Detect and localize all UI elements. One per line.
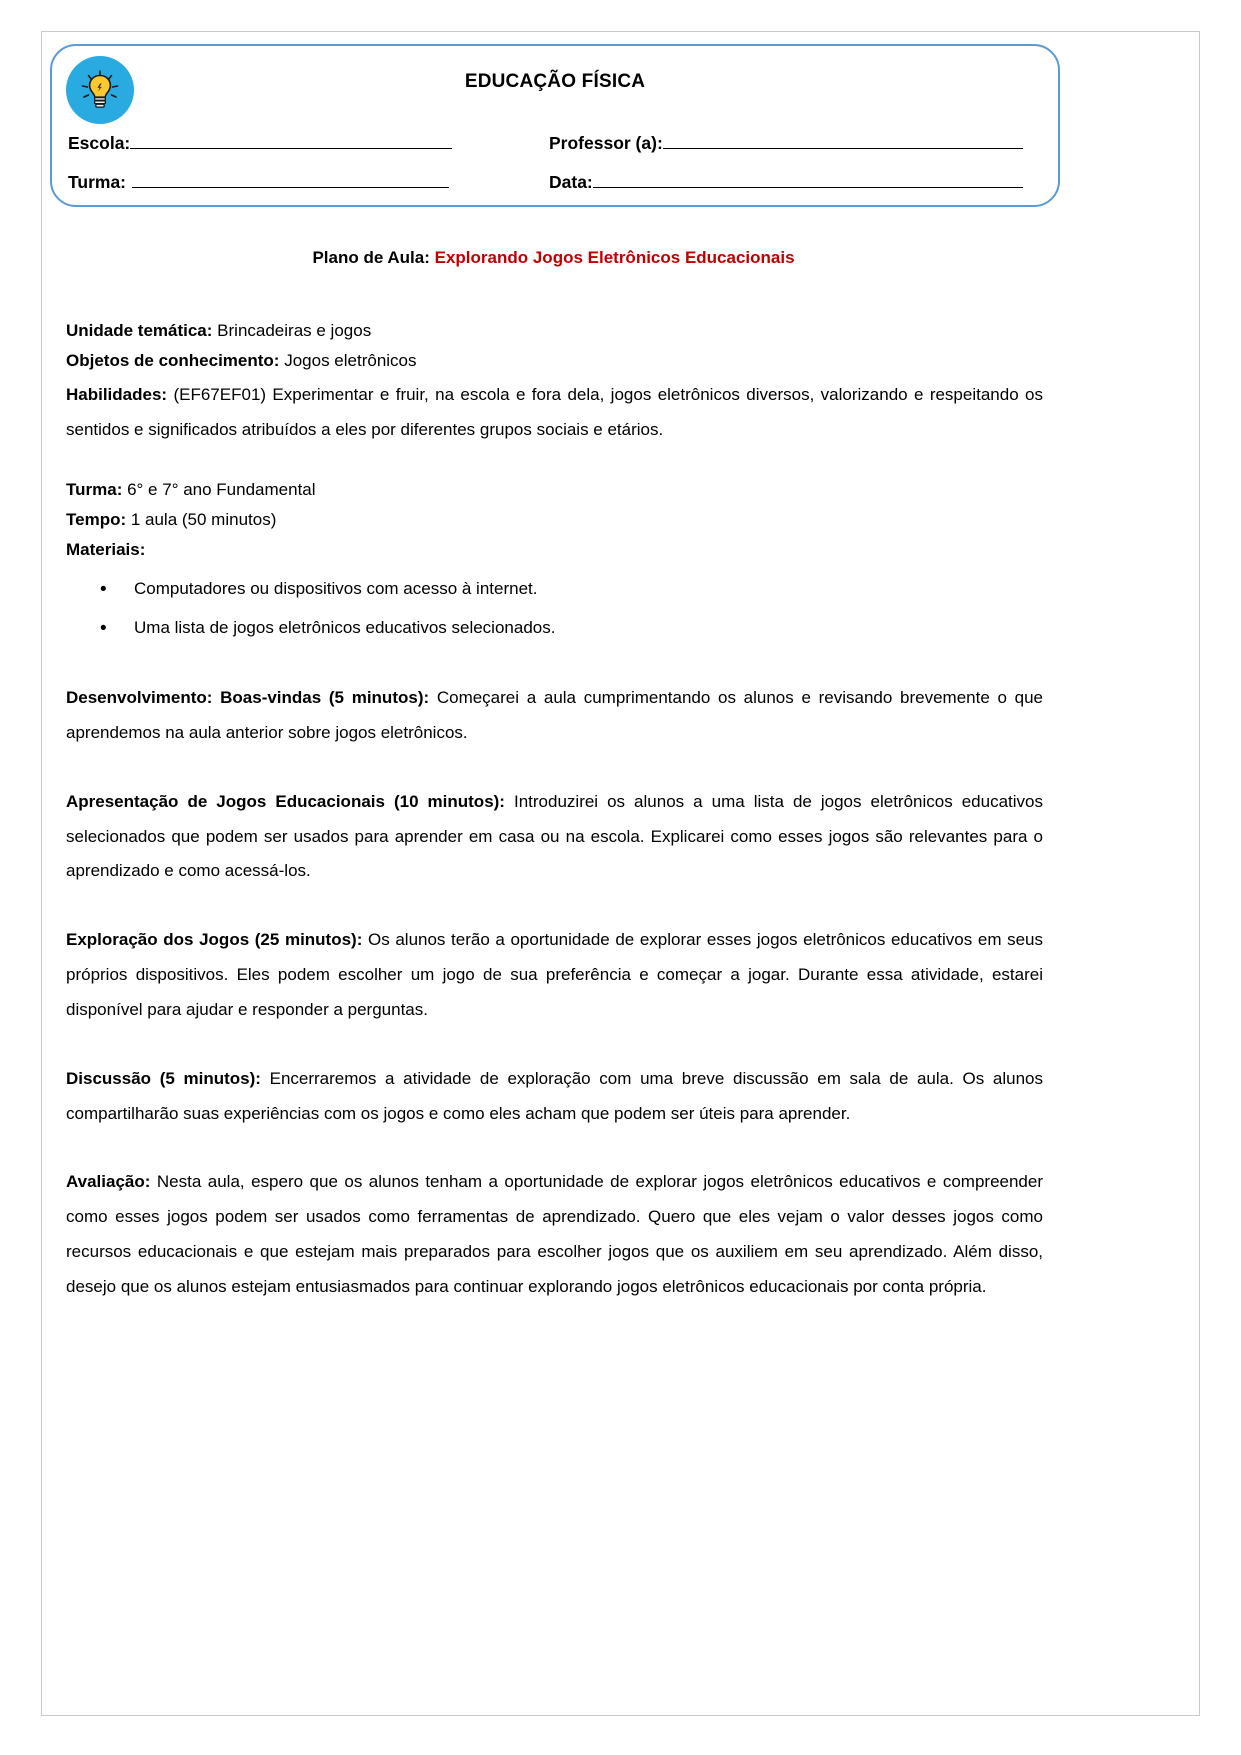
field-escola-label: Escola: [68, 133, 131, 153]
section-apresentacao [66, 785, 1043, 890]
field-turma-label: Turma: [68, 172, 127, 192]
label-turma: Turma: [66, 480, 123, 500]
section-apresentacao-text: Introduzirei os alunos a uma lista de jogos eletrônicos educativos selecionados que podem ser usados para aprender em casa ou na escola. Explicarei como esses jogos são relevantes para o aprendizado e como acessá-los. [66, 791, 1044, 881]
field-data-line[interactable] [593, 173, 1023, 188]
section-exploracao-label: Exploração dos Jogos (25 minutos): [66, 930, 363, 950]
section-discussao-label: Discussão (5 minutos): [66, 1068, 261, 1088]
label-habilidades: Habilidades: [66, 384, 168, 404]
line-turma [66, 477, 1043, 503]
header-field-row-1 [52, 133, 1058, 163]
list-item [134, 608, 1043, 647]
line-tempo [66, 507, 1043, 533]
header-card [50, 44, 1060, 207]
value-turma: 6° e 7° ano Fundamental [122, 480, 316, 500]
header-field-row-2 [52, 172, 1058, 202]
field-turma-line[interactable] [132, 173, 449, 188]
line-unidade-tematica [66, 318, 1043, 344]
materials-list [66, 569, 1043, 647]
section-desenvolvimento [66, 681, 1043, 751]
section-desenvolvimento-label: Desenvolvimento: Boas-vindas (5 minutos): [66, 688, 430, 708]
field-professor [549, 133, 1023, 154]
page-title [66, 248, 1041, 268]
section-exploracao [66, 923, 1043, 1028]
field-professor-line[interactable] [663, 134, 1023, 149]
page-title-prefix: Plano de Aula: [312, 248, 435, 267]
label-tempo: Tempo: [66, 510, 127, 530]
field-turma [68, 172, 449, 193]
line-objetos-conhecimento [66, 348, 1043, 374]
page-title-highlight: Explorando Jogos Eletrônicos Educacionais [434, 248, 795, 267]
paragraph-habilidades [66, 378, 1043, 448]
section-desenvolvimento-text: Começarei a aula cumprimentando os alunos e revisando brevemente o que aprendemos na aula anterior sobre jogos eletrônicos. [66, 688, 1043, 742]
section-exploracao-text: Os alunos terão a oportunidade de explorar esses jogos eletrônicos educativos em seus próprios dispositivos. Eles podem escolher um jogo de sua preferência e começar a jogar. Durante essa atividade, estarei disponível para ajudar e responder a perguntas. [66, 930, 1044, 1019]
field-professor-label: Professor (a): [549, 133, 663, 153]
line-materiais [66, 537, 1043, 563]
value-objetos-conhecimento: Jogos eletrônicos [279, 350, 417, 370]
field-escola-line[interactable] [130, 134, 452, 149]
label-unidade-tematica: Unidade temática: [66, 321, 213, 340]
label-objetos-conhecimento: Objetos de conhecimento: [66, 350, 280, 370]
section-discussao-text: Encerraremos a atividade de exploração com uma breve discussão em sala de aula. Os alunos compartilharão suas experiências com os jogos e como eles acham que podem ser úteis para aprender. [66, 1068, 1043, 1123]
list-item-text: Computadores ou dispositivos com acesso à internet. [134, 578, 538, 598]
section-avaliacao [66, 1165, 1043, 1304]
field-escola [68, 133, 452, 154]
section-apresentacao-label: Apresentação de Jogos Educacionais (10 minutos): [66, 791, 505, 811]
value-unidade-tematica: Brincadeiras e jogos [212, 321, 372, 340]
list-item-text: Uma lista de jogos eletrônicos educativos selecionados. [134, 617, 556, 637]
value-tempo: 1 aula (50 minutos) [126, 510, 277, 530]
header-title: EDUCAÇÃO FÍSICA [464, 71, 646, 92]
label-materiais: Materiais: [66, 540, 146, 559]
section-discussao [66, 1062, 1043, 1132]
list-item [134, 569, 1043, 608]
section-avaliacao-text: Nesta aula, espero que os alunos tenham a oportunidade de explorar jogos eletrônicos educativos e compreender como esses jogos podem ser usados como ferramentas de aprendizado. Quero que eles vejam o valor desses jogos como recursos educacionais e que estejam mais preparados para escolher jogos que os auxiliem em seu aprendizado. Além disso, desejo que os alunos estejam entusiasmados para continuar explorando jogos eletrônicos educacionais por conta própria. [66, 1172, 1043, 1296]
section-avaliacao-label: Avaliação: [66, 1172, 151, 1192]
document-body [66, 318, 1043, 1309]
field-data [549, 172, 1023, 193]
field-data-label: Data: [549, 172, 593, 192]
value-habilidades: (EF67EF01) Experimentar e fruir, na escola e fora dela, jogos eletrônicos diversos, valorizando e respeitando os sentidos e significados atribuídos a eles por diferentes grupos sociais e etários. [66, 384, 1043, 439]
